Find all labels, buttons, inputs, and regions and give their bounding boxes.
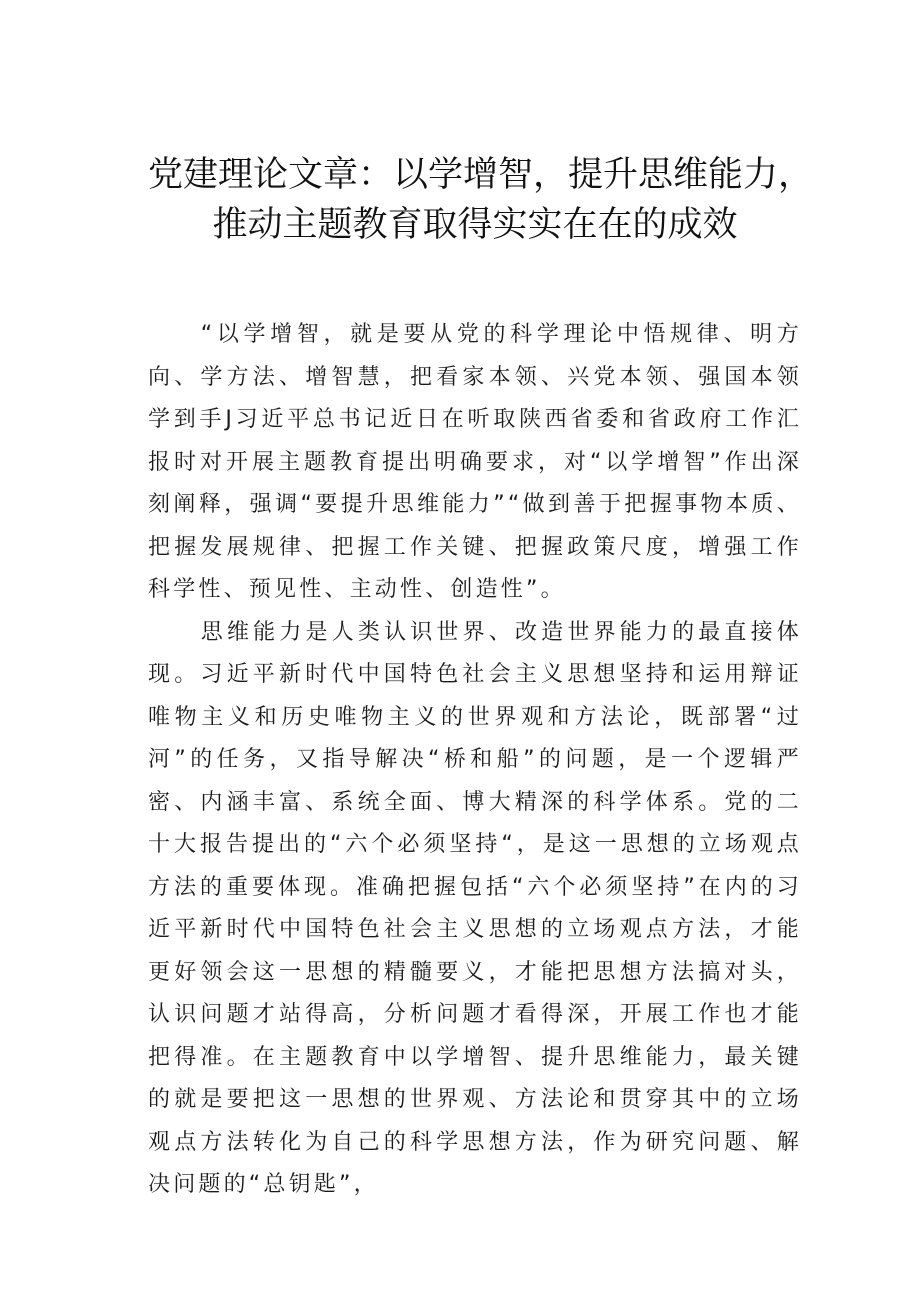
article-title (148, 150, 814, 250)
paragraph-2: 思维能力是人类认识世界、改造世界能力的最直接体现。习近平新时代中国特色社会主义思想坚持和运用辩证唯物主义和历史唯物主义的世界观和方法论，既部署“过河”的任务，又指导解决“桥和船”的问题，是一个逻辑严密、内涵丰富、系统全面、博大精深的科学体系。党的二十大报告提出的“六个必须坚持“，是这一思想的立场观点方法的重要体现。准确把握包括“六个必须坚持”在内的习近平新时代中国特色社会主义思想的立场观点方法，才能更好领会这一思想的精髓要义，才能把思想方法搞对头，认识问题才站得高，分析问题才看得深，开展工作也才能把得准。在主题教育中以学增智、提升思维能力，最关键的就是要把这一思想的世界观、方法论和贯穿其中的立场观点方法转化为自己的科学思想方法，作为研究问题、解决问题的“总钥匙”， (148, 619, 802, 1197)
title-line-2: 推动主题教育取得实实在在的成效 (212, 205, 738, 245)
paragraph-1: “以学增智，就是要从党的科学理论中悟规律、明方向、学方法、增智慧，把看家本领、兴党本领、强国本领学到手J习近平总书记近日在听取陕西省委和省政府工作汇报时对开展主题教育提出明确要求，对“以学增智”作出深刻阐释，强调“要提升思维能力”“做到善于把握事物本质、把握发展规律、把握工作关键、把握政策尺度，增强工作科学性、预见性、主动性、创造性”。 (148, 322, 802, 602)
article-body (148, 314, 802, 1207)
title-line-1: 党建理论文章：以学增智，提升思维能力， (148, 155, 814, 195)
